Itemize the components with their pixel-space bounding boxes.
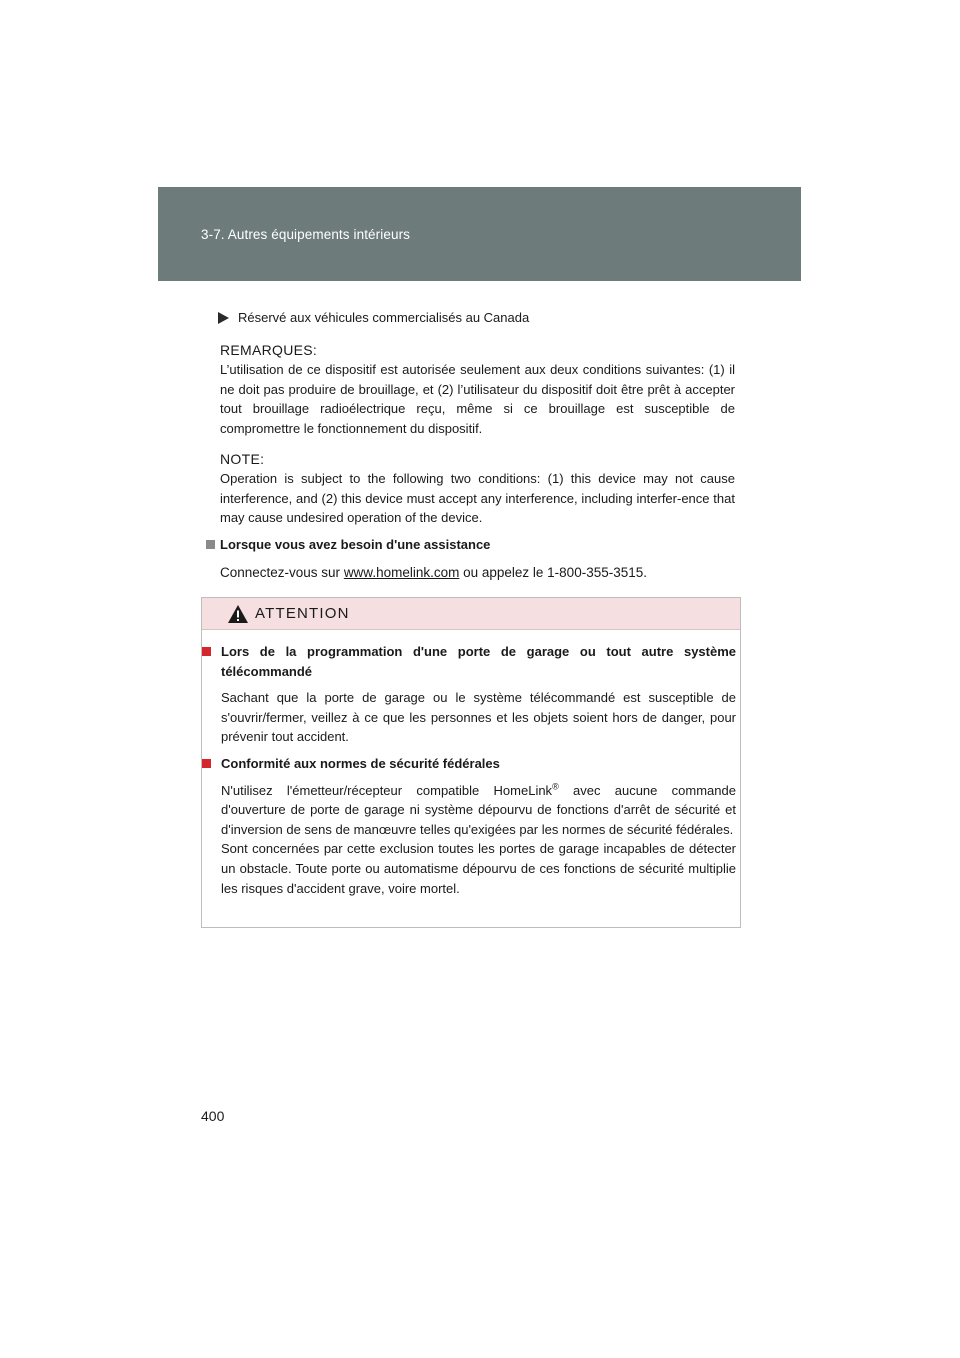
main-content (220, 308, 735, 582)
homelink-link[interactable]: www.homelink.com (343, 564, 460, 580)
section-header-band (158, 187, 801, 281)
warning-item-2-text (221, 781, 736, 840)
warning-item-2-heading: Conformité aux normes de sécurité fédérales (221, 755, 500, 771)
contact-text-before: Connectez-vous sur (220, 564, 344, 580)
warning-header (202, 598, 740, 630)
warning-item-2 (202, 754, 736, 898)
warning-item-2-text-b: avec aucune commande d'ouverture de porte de garage ni système dépourvu de fonctions d'arrêt de sécurité et d'inversion de sens de manœuvre telles qu'exigées par les normes de sécurité fédérales. (221, 782, 736, 837)
page-number: 400 (201, 1108, 225, 1124)
assistance-heading (220, 535, 735, 555)
canada-line-text: Réservé aux véhicules commercialisés au Canada (238, 310, 530, 325)
assistance-contact (220, 563, 735, 583)
registered-mark: ® (552, 781, 559, 792)
warning-item-2-text-a: N'utilisez l'émetteur/récepteur compatible HomeLink (221, 782, 553, 798)
warning-body (221, 642, 736, 898)
triangle-bullet-icon (218, 312, 229, 324)
assistance-heading-text: Lorsque vous avez besoin d'une assistance (220, 536, 491, 552)
warning-box (201, 597, 741, 928)
warning-title: ATTENTION (255, 605, 350, 622)
square-bullet-icon (206, 540, 215, 549)
note-label: NOTE: (220, 450, 265, 467)
section-title: 3-7. Autres équipements intérieurs (201, 227, 411, 242)
remarques-label: REMARQUES: (220, 341, 318, 358)
note-text: Operation is subject to the following two conditions: (1) this device may not cause interference, and (2) this device must accept any interference, including interfer-ence that may cause undesired operation of the device. (220, 471, 735, 526)
warning-item-1-heading: Lors de la programmation d'une porte de garage ou tout autre système télécommandé (221, 644, 736, 679)
warning-item-1 (202, 642, 736, 747)
warning-triangle-icon (227, 604, 249, 624)
red-square-bullet-icon (202, 647, 211, 656)
contact-text-after: ou appelez le 1-800-355-3515. (459, 564, 648, 580)
warning-item-1-text: Sachant que la porte de garage ou le système télécommandé est susceptible de s'ouvrir/fermer, veillez à ce que les personnes et les objets soient hors de danger, pour prévenir tout accident. (221, 690, 736, 745)
red-square-bullet-icon (202, 759, 211, 768)
canada-line (218, 308, 735, 328)
remarques-text: L’utilisation de ce dispositif est autorisée seulement aux deux conditions suivantes: (1) il ne doit pas produire de brouillage, et (2) l’utilisateur du dispositif doit être prêt à accepter tout brouillage radioélectrique reçu, même si ce brouillage est susceptible de compromettre le fonctionnement du dispositif. (220, 362, 735, 436)
warning-item-2-text-c: Sont concernées par cette exclusion toutes les portes de garage incapables de détecter un obstacle. Toute porte ou automatisme dépourvu de ces fonctions de sécurité multiplie les risques d'accident grave, voire mortel. (221, 841, 736, 896)
